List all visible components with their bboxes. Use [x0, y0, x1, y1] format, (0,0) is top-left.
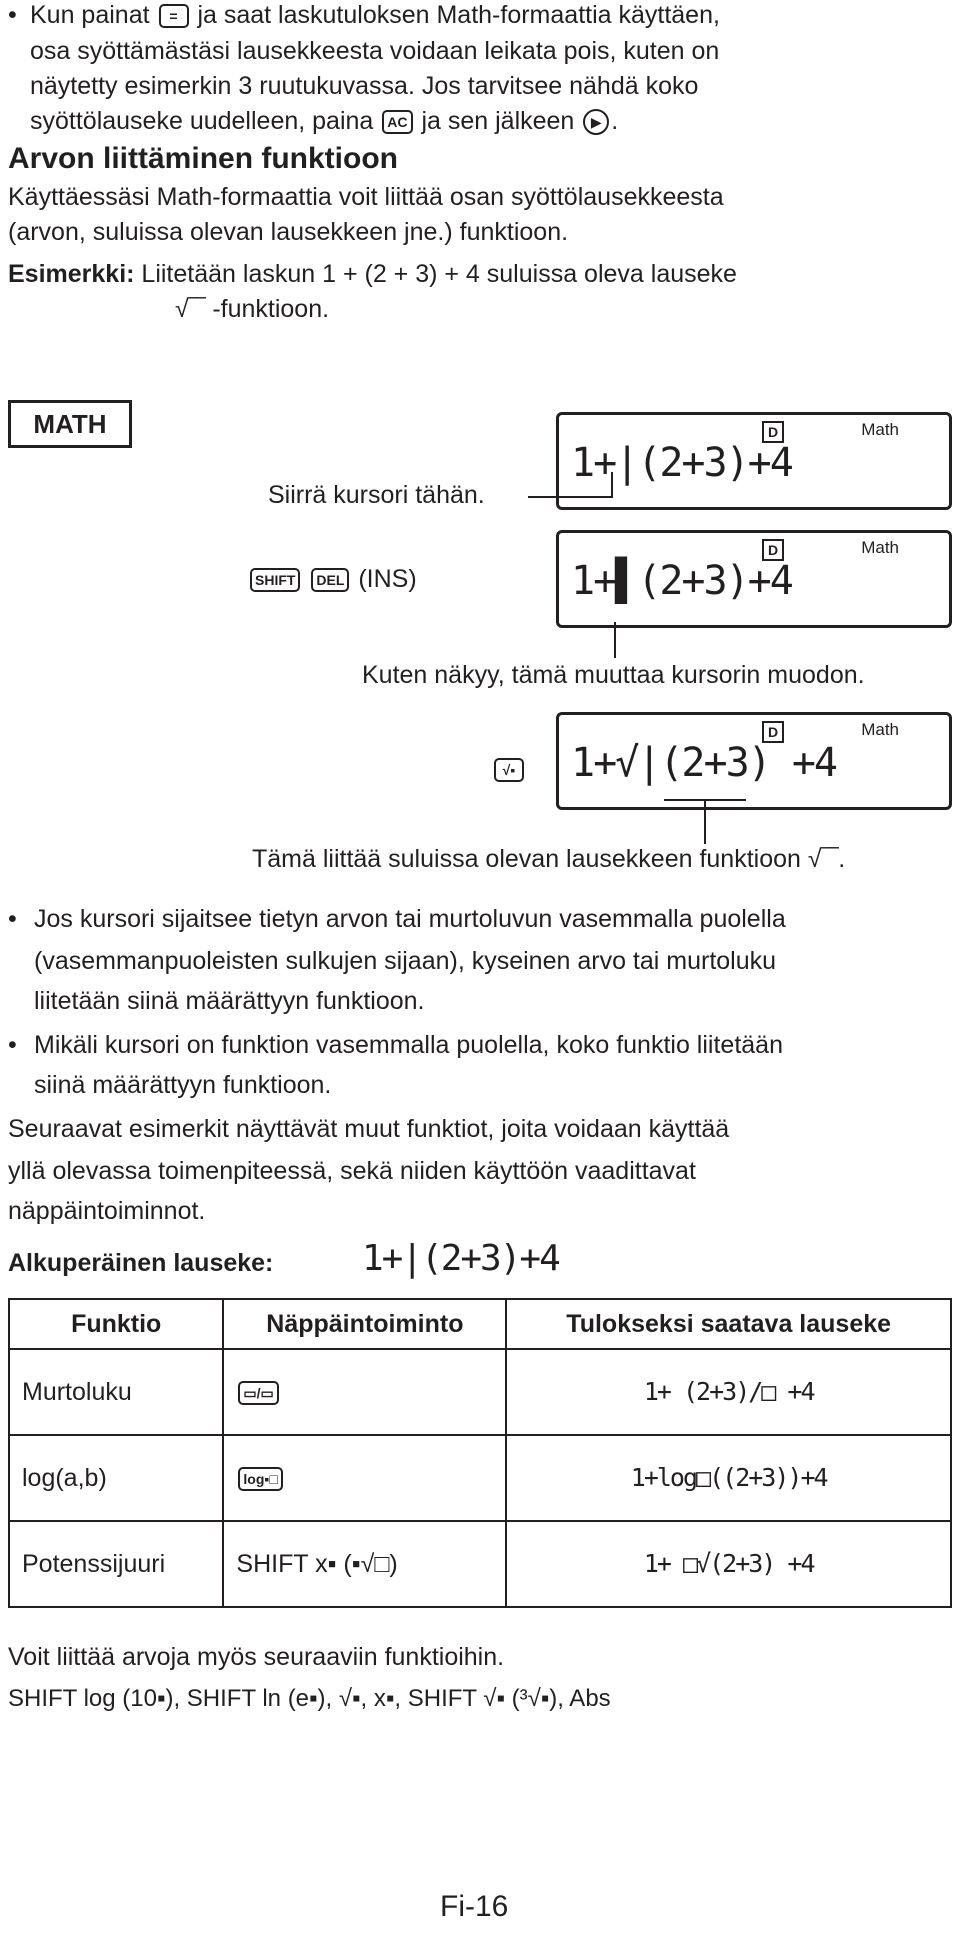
table-row — [9, 1349, 951, 1435]
shift-key: SHIFT — [250, 568, 300, 592]
equals-key: = — [159, 4, 189, 28]
bullet1-line4: syöttölauseke uudelleen, paina AC ja sen jälkeen ▶ . — [30, 107, 619, 135]
screen-expression: 1+√|(2+3) +4 — [571, 740, 836, 786]
example-line2: √‾‾ -funktioon. — [175, 295, 330, 323]
cell-result: 1+log□((2+3))+4 — [506, 1435, 951, 1521]
footer-note: Voit liittää arvoja myös seuraaviin funktioihin. — [8, 1643, 505, 1671]
cell-function: Potenssijuuri — [9, 1521, 223, 1607]
section-intro-line1: Käyttäessäsi Math-formaattia voit liittää osan syöttölausekkeesta — [8, 183, 724, 211]
fraction-key-icon: ▭/▭ — [238, 1381, 278, 1405]
math-indicator: Math — [861, 538, 899, 557]
example-line1: Esimerkki: Liitetään laskun 1 + (2 + 3) + 4 suluissa oleva lauseke — [8, 260, 737, 288]
ac-key: AC — [382, 110, 412, 134]
screen-expression: 1+|(2+3)+4 — [571, 440, 792, 486]
cell-function: log(a,b) — [9, 1435, 223, 1521]
bullet2-line3: liitetään siinä määrättyyn funktioon. — [34, 987, 425, 1015]
bullet2-line2: (vasemmanpuoleisten sulkujen sijaan), kyseinen arvo tai murtoluku — [34, 947, 777, 975]
table-row — [9, 1435, 951, 1521]
screen-expression: 1+▌(2+3)+4 — [571, 558, 792, 604]
sqrt-key: √▪ — [494, 758, 524, 782]
degree-indicator: D — [762, 721, 784, 743]
header-result: Tulokseksi saatava lauseke — [506, 1299, 951, 1349]
bullet-dot: • — [8, 1, 17, 29]
bullet-dot: • — [8, 905, 17, 933]
para-line3: näppäintoiminnot. — [8, 1197, 206, 1225]
original-label: Alkuperäinen lauseke: — [8, 1249, 274, 1277]
log-key-icon: log▪□ — [238, 1467, 282, 1491]
bullet1-line1: Kun painat = ja saat laskutuloksen Math-formaattia käyttäen, — [30, 1, 720, 29]
para-line2: yllä olevassa toimenpiteessä, sekä niiden käyttöön vaadittavat — [8, 1157, 696, 1185]
bullet-dot: • — [8, 1031, 17, 1059]
section-title: Arvon liittäminen funktioon — [8, 142, 398, 175]
page-number: Fi-16 — [440, 1890, 509, 1923]
cell-keys — [223, 1349, 506, 1435]
math-mode-badge: MATH — [8, 400, 132, 448]
para-line1: Seuraavat esimerkit näyttävät muut funktiot, joita voidaan käyttää — [8, 1115, 730, 1143]
callout-line-2 — [610, 622, 620, 658]
original-expression: 1+|(2+3)+4 — [362, 1238, 559, 1279]
bullet1-line3: näytetty esimerkin 3 ruutukuvassa. Jos tarvitsee nähdä koko — [30, 72, 699, 100]
functions-table — [8, 1298, 952, 1608]
table-row — [9, 1521, 951, 1607]
right-arrow-key-icon: ▶ — [583, 109, 609, 135]
degree-indicator: D — [762, 539, 784, 561]
inserted-callout: Tämä liittää suluissa olevan lausekkeen funktioon √‾‾. — [252, 845, 846, 873]
section-intro-line2: (arvon, suluissa olevan lausekkeen jne.) funktioon. — [8, 218, 569, 246]
table-header-row — [9, 1299, 951, 1349]
sqrt-key-wrap — [492, 748, 526, 790]
example-label: Esimerkki: — [8, 260, 135, 288]
bullet3-line2: siinä määrättyyn funktioon. — [34, 1071, 332, 1099]
bullet2-line1: Jos kursori sijaitsee tietyn arvon tai murtoluvun vasemmalla puolella — [34, 905, 786, 933]
cell-result: 1+ □√(2+3) +4 — [506, 1521, 951, 1607]
header-keys: Näppäintoiminto — [223, 1299, 506, 1349]
bullet1-line2: osa syöttämästäsi lausekkeesta voidaan leikata pois, kuten on — [30, 37, 720, 65]
del-key: DEL — [311, 568, 349, 592]
cell-keys: SHIFT x▪ (▪√□) — [223, 1521, 506, 1607]
cell-result: 1+ (2+3)/□ +4 — [506, 1349, 951, 1435]
cursor-shape-callout: Kuten näkyy, tämä muuttaa kursorin muodon. — [362, 661, 865, 689]
degree-indicator: D — [762, 421, 784, 443]
footer-keys: SHIFT log (10▪), SHIFT ln (e▪), √▪, x▪, SHIFT √▪ (³√▪), Abs — [8, 1685, 611, 1712]
cell-function: Murtoluku — [9, 1349, 223, 1435]
math-indicator: Math — [861, 720, 899, 739]
move-cursor-callout: Siirrä kursori tähän. — [268, 481, 485, 509]
calculator-screen-2 — [556, 530, 952, 628]
bullet3-line1: Mikäli kursori on funktion vasemmalla puolella, koko funktio liitetään — [34, 1031, 783, 1059]
callout-line-1 — [520, 470, 620, 500]
ins-keys: SHIFT DEL (INS) — [248, 558, 417, 600]
math-indicator: Math — [861, 420, 899, 439]
header-function: Funktio — [9, 1299, 223, 1349]
cell-keys — [223, 1435, 506, 1521]
